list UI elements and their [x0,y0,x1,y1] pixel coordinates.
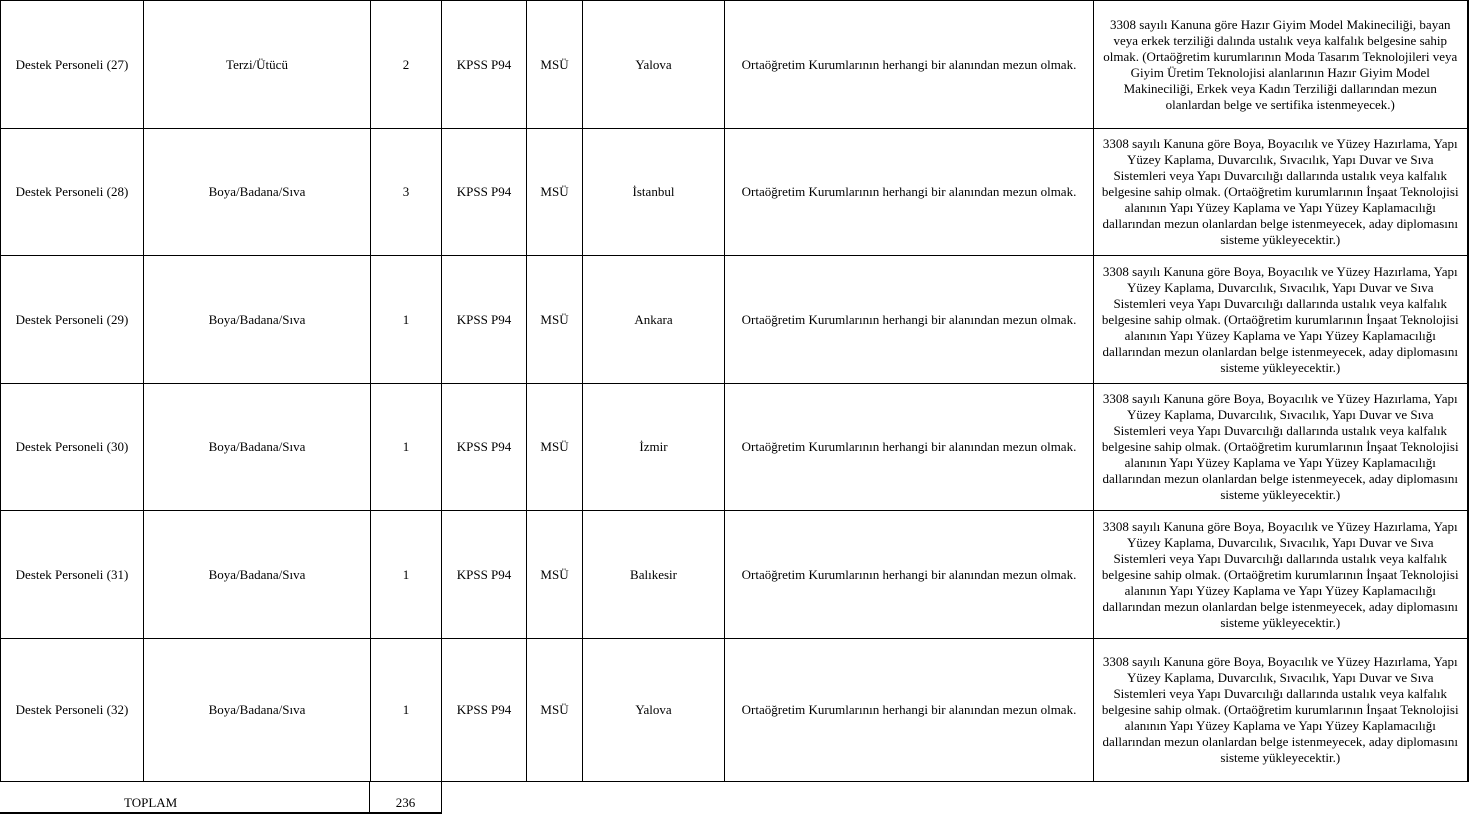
city-cell: İstanbul [583,129,725,256]
count-cell: 1 [371,384,442,511]
exam-cell: MSÜ [527,1,583,129]
count-cell: 1 [371,256,442,384]
table-row [1,384,1468,511]
table-row [1,511,1468,639]
education-cell: Ortaöğretim Kurumlarının herhangi bir alanından mezun olmak. [725,256,1094,384]
position-cell: Destek Personeli (28) [1,129,144,256]
position-cell: Destek Personeli (32) [1,639,144,782]
position-cell: Destek Personeli (29) [1,256,144,384]
score-type-cell: KPSS P94 [442,511,527,639]
title-cell: Terzi/Ütücü [144,1,371,129]
requirement-cell: 3308 sayılı Kanuna göre Boya, Boyacılık ve Yüzey Hazırlama, Yapı Yüzey Kaplama, Duvarcılık, Sıvacılık, Yapı Duvar ve Sıva Sistemleri veya Yapı Duvarcılığı dallarında ustalık veya kalfalık belgesine sahip olmak. (Ortaöğretim kurumlarının İnşaat Teknolojisi alanının Yapı Yüzey Kaplama ve Yapı Yüzey Kaplamacılığı dallarından mezun olanlardan belge istenmeyecek, aday diplomasını sisteme yükleyecektir.) [1094,129,1468,256]
score-type-cell: KPSS P94 [442,384,527,511]
total-value-cell [369,782,442,814]
education-cell: Ortaöğretim Kurumlarının herhangi bir alanından mezun olmak. [725,384,1094,511]
count-cell: 3 [371,129,442,256]
score-type-cell: KPSS P94 [442,1,527,129]
city-cell: Yalova [583,1,725,129]
table-row [1,256,1468,384]
score-type-cell: KPSS P94 [442,129,527,256]
score-type-cell: KPSS P94 [442,256,527,384]
city-cell: İzmir [583,384,725,511]
title-cell: Boya/Badana/Sıva [144,129,371,256]
education-cell: Ortaöğretim Kurumlarının herhangi bir alanından mezun olmak. [725,129,1094,256]
exam-cell: MSÜ [527,511,583,639]
city-cell: Ankara [583,256,725,384]
table-body [1,1,1468,782]
count-cell: 2 [371,1,442,129]
total-row [0,782,441,812]
table-row [1,639,1468,782]
exam-cell: MSÜ [527,256,583,384]
exam-cell: MSÜ [527,384,583,511]
count-cell: 1 [371,639,442,782]
city-cell: Balıkesir [583,511,725,639]
position-cell: Destek Personeli (30) [1,384,144,511]
total-label: TOPLAM [124,795,178,810]
education-cell: Ortaöğretim Kurumlarının herhangi bir alanından mezun olmak. [725,1,1094,129]
title-cell: Boya/Badana/Sıva [144,639,371,782]
exam-cell: MSÜ [527,129,583,256]
city-cell: Yalova [583,639,725,782]
requirement-cell: 3308 sayılı Kanuna göre Hazır Giyim Model Makineciliği, bayan veya erkek terziliği dalında ustalık veya kalfalık belgesine sahip olmak. (Ortaöğretim kurumlarının Moda Tasarım Teknolojileri veya Giyim Üretim Teknolojisi alanlarının Hazır Giyim Model Makineciliği, Erkek veya Kadın Terziliği dallarından mezun olanlardan belge ve sertifika istenmeyecek.) [1094,1,1468,129]
title-cell: Boya/Badana/Sıva [144,511,371,639]
title-cell: Boya/Badana/Sıva [144,384,371,511]
exam-cell: MSÜ [527,639,583,782]
education-cell: Ortaöğretim Kurumlarının herhangi bir alanından mezun olmak. [725,511,1094,639]
score-type-cell: KPSS P94 [442,639,527,782]
requirement-cell: 3308 sayılı Kanuna göre Boya, Boyacılık ve Yüzey Hazırlama, Yapı Yüzey Kaplama, Duvarcılık, Sıvacılık, Yapı Duvar ve Sıva Sistemleri veya Yapı Duvarcılığı dallarında ustalık veya kalfalık belgesine sahip olmak. (Ortaöğretim kurumlarının İnşaat Teknolojisi alanının Yapı Yüzey Kaplama ve Yapı Yüzey Kaplamacılığı dallarından mezun olanlardan belge istenmeyecek, aday diplomasını sisteme yükleyecektir.) [1094,639,1468,782]
position-cell: Destek Personeli (27) [1,1,144,129]
requirement-cell: 3308 sayılı Kanuna göre Boya, Boyacılık ve Yüzey Hazırlama, Yapı Yüzey Kaplama, Duvarcılık, Sıvacılık, Yapı Duvar ve Sıva Sistemleri veya Yapı Duvarcılığı dallarında ustalık veya kalfalık belgesine sahip olmak. (Ortaöğretim kurumlarının İnşaat Teknolojisi alanının Yapı Yüzey Kaplama ve Yapı Yüzey Kaplamacılığı dallarından mezun olanlardan belge istenmeyecek, aday diplomasını sisteme yükleyecektir.) [1094,511,1468,639]
table-row [1,129,1468,256]
total-label-cell [0,782,370,814]
count-cell: 1 [371,511,442,639]
requirement-cell: 3308 sayılı Kanuna göre Boya, Boyacılık ve Yüzey Hazırlama, Yapı Yüzey Kaplama, Duvarcılık, Sıvacılık, Yapı Duvar ve Sıva Sistemleri veya Yapı Duvarcılığı dallarında ustalık veya kalfalık belgesine sahip olmak. (Ortaöğretim kurumlarının İnşaat Teknolojisi alanının Yapı Yüzey Kaplama ve Yapı Yüzey Kaplamacılığı dallarından mezun olanlardan belge istenmeyecek, aday diplomasını sisteme yükleyecektir.) [1094,256,1468,384]
total-value: 236 [395,795,416,810]
position-cell: Destek Personeli (31) [1,511,144,639]
title-cell: Boya/Badana/Sıva [144,256,371,384]
table-row [1,1,1468,129]
requirement-cell: 3308 sayılı Kanuna göre Boya, Boyacılık ve Yüzey Hazırlama, Yapı Yüzey Kaplama, Duvarcılık, Sıvacılık, Yapı Duvar ve Sıva Sistemleri veya Yapı Duvarcılığı dallarında ustalık veya kalfalık belgesine sahip olmak. (Ortaöğretim kurumlarının İnşaat Teknolojisi alanının Yapı Yüzey Kaplama ve Yapı Yüzey Kaplamacılığı dallarından mezun olanlardan belge istenmeyecek, aday diplomasını sisteme yükleyecektir.) [1094,384,1468,511]
education-cell: Ortaöğretim Kurumlarının herhangi bir alanından mezun olmak. [725,639,1094,782]
